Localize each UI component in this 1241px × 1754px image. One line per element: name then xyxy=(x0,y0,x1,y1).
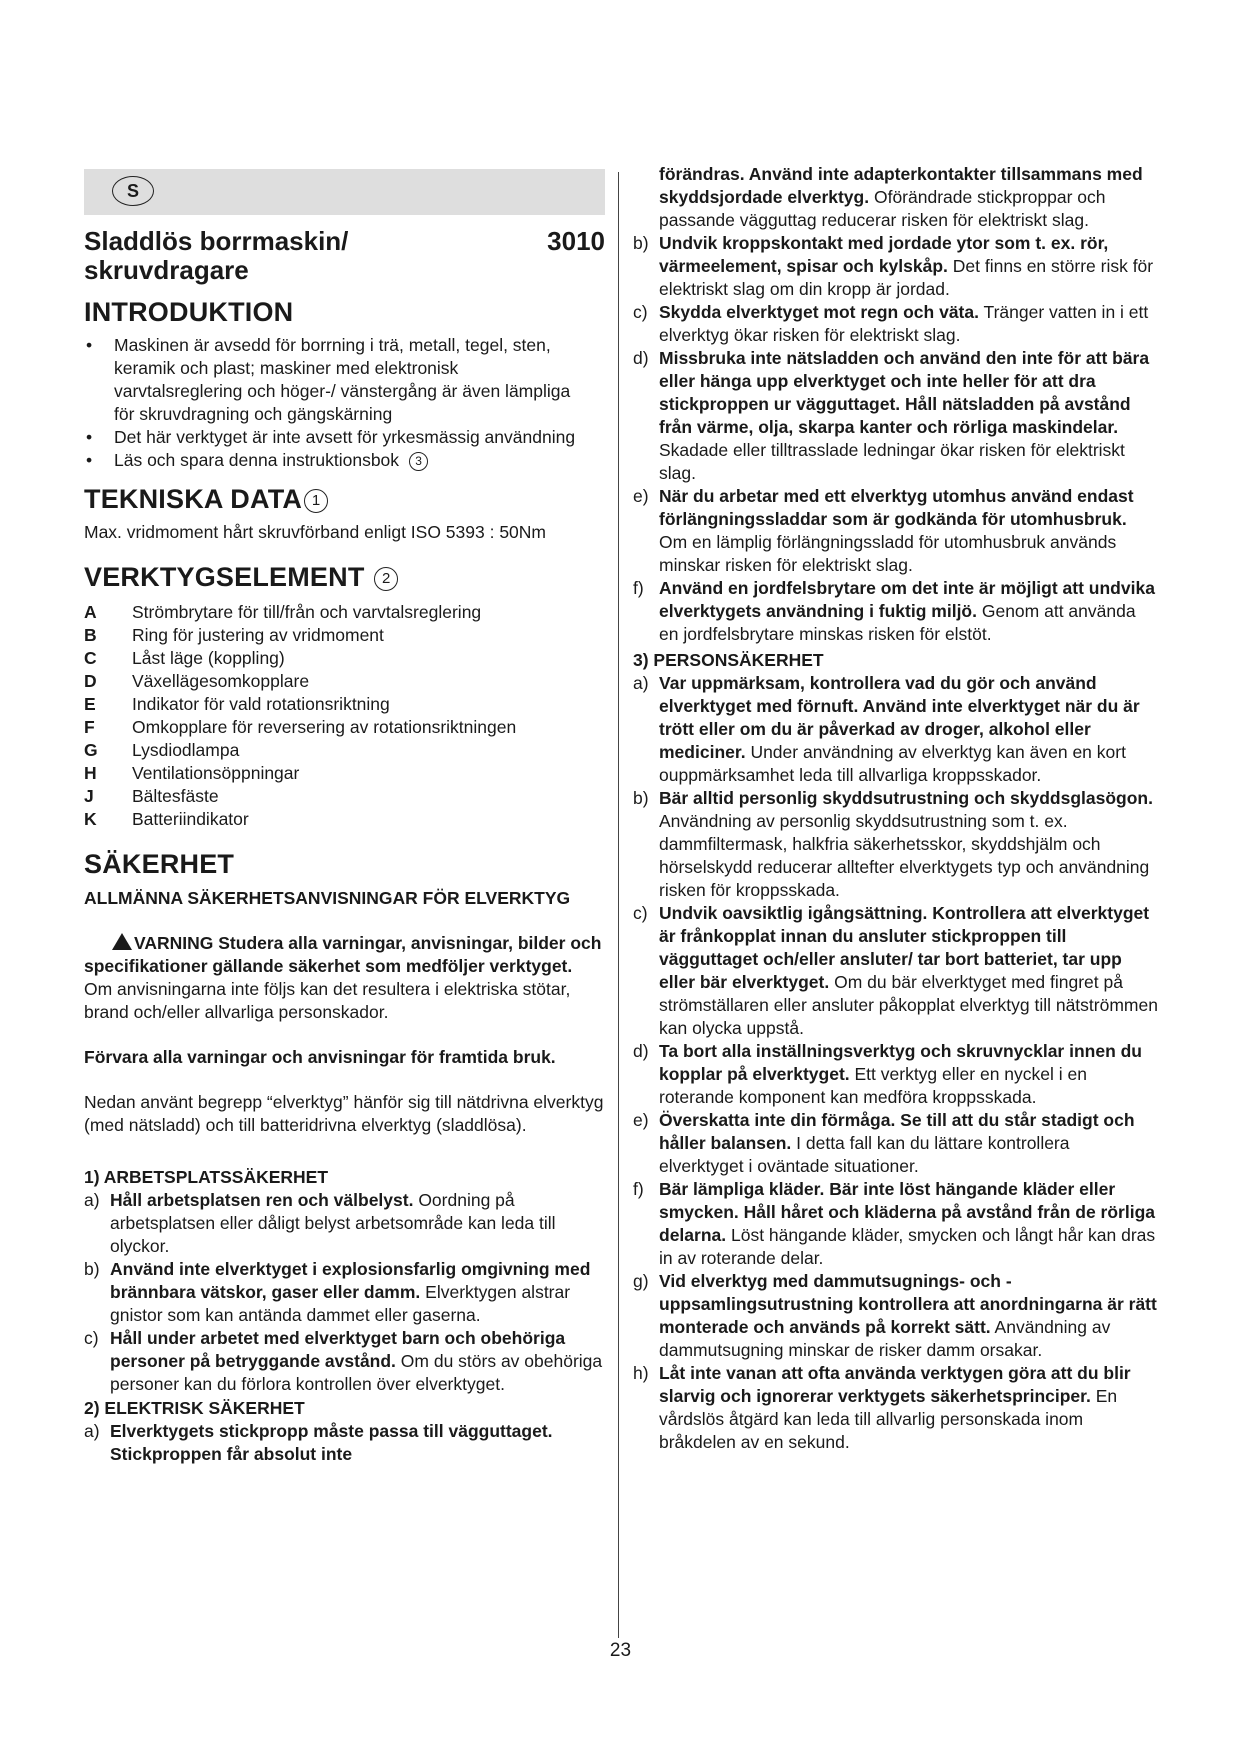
list-item xyxy=(84,1327,605,1396)
item-bold: Håll arbetsplatsen ren och välbelyst. xyxy=(110,1190,414,1210)
item-bold: Skydda elverktyget mot regn och väta. xyxy=(659,302,979,322)
item-text: Användning av personlig skyddsutrustning som t. ex. dammfiltermask, halkfria säkerhetsskor, skyddshjälm och hörselskydd reducerar alltefter elverktygets typ och användning risken för kroppsskada. xyxy=(659,811,1150,900)
figure-ref: 3 xyxy=(409,452,428,471)
element-key: H xyxy=(84,763,97,783)
list-item xyxy=(84,1258,605,1327)
item-label: a) xyxy=(633,673,649,693)
list-item xyxy=(84,1189,605,1258)
item-bold: Vid elverktyg med dammutsugnings- och -uppsamlingsutrustning kontrollera att anordningarna är rätt monterade och används på korrekt sätt. xyxy=(659,1271,1157,1337)
item-text: Det finns en större risk för elektriskt slag om din kropp är jordad. xyxy=(659,256,1154,299)
intro-bullet xyxy=(84,449,605,472)
model-number: 3010 xyxy=(547,226,605,256)
element-text: Strömbrytare för till/från och varvtalsreglering xyxy=(132,602,482,622)
list-item xyxy=(633,1040,1158,1109)
column-divider xyxy=(618,172,619,1638)
item-bold: När du arbetar med ett elverktyg utomhus använd endast förlängningssladdar som är godkända för utomhusbruk. xyxy=(659,486,1134,529)
keep-text: Förvara alla varningar och anvisningar för framtida bruk. xyxy=(84,1047,556,1067)
list-item xyxy=(633,902,1158,1040)
element-text: Indikator för vald rotationsriktning xyxy=(132,694,390,714)
item-text: Om en lämplig förlängningssladd för utomhusbruk används minskar risken för elektriskt slag. xyxy=(659,532,1117,575)
item-label: e) xyxy=(633,1110,649,1130)
element-key: C xyxy=(84,648,97,668)
element-text: Bältesfäste xyxy=(132,786,219,806)
list-item xyxy=(633,787,1158,902)
item-text: Löst hängande kläder, smycken och långt hår kan dras in av roterande delar. xyxy=(659,1225,1156,1268)
list-item xyxy=(633,1109,1158,1178)
page-number: 23 xyxy=(609,1640,632,1661)
item-label: c) xyxy=(84,1328,99,1348)
elements-heading xyxy=(84,562,605,593)
tech-spec: Max. vridmoment hårt skruvförband enligt ISO 5393 : 50Nm xyxy=(84,522,547,542)
item-text: Elverktygen alstrar gnistor som kan antända dammet eller gaserna. xyxy=(110,1282,571,1325)
element-key: D xyxy=(84,671,97,691)
figure-ref: 2 xyxy=(374,567,398,591)
element-text: Omkopplare för reversering av rotationsriktningen xyxy=(132,717,517,737)
element-key: G xyxy=(84,740,98,760)
left-column xyxy=(84,163,605,1466)
element-text: Ring för justering av vridmoment xyxy=(132,625,384,645)
list-item xyxy=(633,485,1158,577)
list-item xyxy=(633,347,1158,485)
item-label: b) xyxy=(84,1259,100,1279)
item-bold: Ta bort alla inställningsverktyg och skruvnycklar innen du kopplar på elverktyget. xyxy=(659,1041,1143,1084)
list-item xyxy=(633,1270,1158,1362)
element-text: Ventilationsöppningar xyxy=(132,763,300,783)
item-bold: Undvik oavsiktlig igångsättning. Kontrollera att elverktyget är frånkopplat innan du ansluter stickproppen till vägguttaget och/eller ansluter/ tar bort batteriet, tar upp eller bär elverktyget. xyxy=(659,903,1150,992)
intro-bullet: • Det här verktyget är inte avsett för yrkesmässig användning xyxy=(84,426,605,449)
list-item xyxy=(84,762,605,785)
intro-heading: INTRODUKTION xyxy=(84,297,294,327)
tech-heading xyxy=(84,484,605,515)
warning-icon xyxy=(112,933,132,950)
item-label: c) xyxy=(633,903,648,923)
element-text: Lysdiodlampa xyxy=(132,740,240,760)
list-item xyxy=(84,739,605,762)
safety-subheading: ALLMÄNNA SÄKERHETSANVISNINGAR FÖR ELVERKTYG xyxy=(84,888,571,908)
list-item xyxy=(633,1178,1158,1270)
intro-bullet: • Maskinen är avsedd för borrning i trä, metall, tegel, sten, keramik och plast; maskiner med elektronisk varvtalsreglering och höger-/ vänstergång är även lämpliga för skruvdragning och gängskärning xyxy=(84,334,605,426)
list-item xyxy=(633,1362,1158,1454)
element-key: A xyxy=(84,602,97,622)
item-text: Genom att använda en jordfelsbrytare minskas risken för elstöt. xyxy=(659,601,1136,644)
item-bold: Låt inte vanan att ofta använda verktygen göra att du blir slarvig och ignorerar verktygets säkerhetsprinciper. xyxy=(659,1363,1131,1406)
right-column xyxy=(633,163,1158,1454)
list-item-continued: förändras. Använd inte adapterkontakter tillsammans med skyddsjordade elverktyg. Oförändrade stickproppar och passande vägguttag reducerar risken för elektriskt slag. xyxy=(659,164,1143,230)
list-item xyxy=(84,624,605,647)
elements-list xyxy=(84,601,605,831)
item-label: a) xyxy=(84,1421,100,1441)
product-title xyxy=(84,227,605,256)
section-3-heading: 3) PERSONSÄKERHET xyxy=(633,650,824,670)
elements-heading-text: VERKTYGSELEMENT xyxy=(84,562,365,592)
item-text: Tränger vatten in i ett elverktyg ökar risken för elektriskt slag. xyxy=(659,302,1149,345)
item-text: Under användning av elverktyg kan även en kort ouppmärksamhet leda till allvarliga kroppsskador. xyxy=(659,742,1126,785)
section-2-heading: 2) ELEKTRISK SÄKERHET xyxy=(84,1398,305,1418)
item-text: Ett verktyg eller en nyckel i en roterande komponent kan medföra kroppsskada. xyxy=(659,1064,1087,1107)
item-text: Oförändrade stickproppar och passande vägguttag reducerar risken för elektriskt slag. xyxy=(659,187,1106,230)
item-label: a) xyxy=(84,1190,100,1210)
tech-heading-text: TEKNISKA DATA xyxy=(84,484,303,514)
item-label: f) xyxy=(633,1179,644,1199)
term-definition: Nedan använt begrepp “elverktyg” hänför sig till nätdrivna elverktyg (med nätsladd) och till batteridrivna elverktyg (sladdlösa). xyxy=(84,1092,604,1135)
element-key: E xyxy=(84,694,96,714)
element-text: Växellägesomkopplare xyxy=(132,671,310,691)
item-text: Användning av dammutsugning minskar de risker damm orsakar. xyxy=(659,1317,1111,1360)
item-bold: Missbruka inte nätsladden och använd den inte för att bära eller hänga upp elverktyget och inte heller för att dra stickproppen ur vägguttaget. Håll nätsladden på avstånd från värme, olja, skarpa kanter och rörliga maskindelar. xyxy=(659,348,1150,437)
item-bold: Överskatta inte din förmåga. Se till att du står stadigt och håller balansen. xyxy=(659,1110,1135,1153)
item-text: I detta fall kan du lättare kontrollera elverktyget i oväntade situationer. xyxy=(659,1133,1070,1176)
item-label: d) xyxy=(633,1041,649,1061)
title-line-1: Sladdlös borrmaskin/ xyxy=(84,226,349,256)
item-text: Om du bär elverktyget med fingret på strömställaren eller ansluter påkopplat elverktyg till nätströmmen kan olycka uppstå. xyxy=(659,972,1158,1038)
list-item xyxy=(84,601,605,624)
item-label: h) xyxy=(633,1363,649,1383)
item-text: En vårdslös åtgärd kan leda till allvarlig personskada inom bråkdelen av en sekund. xyxy=(659,1386,1118,1452)
item-bold: Var uppmärksam, kontrollera vad du gör och använd elverktyget med förnuft. Använd inte elverktyget när du är trött eller om du är påverkad av droger, alkohol eller mediciner. xyxy=(659,673,1140,762)
item-bold: Bär lämpliga kläder. Bär inte löst hängande kläder eller smycken. Håll håret och kläderna på avstånd från de rörliga delarna. xyxy=(659,1179,1156,1245)
section-1-heading: 1) ARBETSPLATSSÄKERHET xyxy=(84,1167,329,1187)
safety-heading: SÄKERHET xyxy=(84,849,235,879)
item-label: g) xyxy=(633,1271,649,1291)
list-item xyxy=(84,716,605,739)
element-key: J xyxy=(84,786,94,806)
title-line-2: skruvdragare xyxy=(84,255,249,285)
list-item xyxy=(84,785,605,808)
list-item xyxy=(84,647,605,670)
list-item xyxy=(633,672,1158,787)
item-text: Om du störs av obehöriga personer kan du förlora kontrollen över elverktyget. xyxy=(110,1351,603,1394)
item-label: c) xyxy=(633,302,648,322)
warning-paragraph xyxy=(84,932,605,1024)
list-item xyxy=(633,577,1158,646)
item-label: d) xyxy=(633,348,649,368)
element-key: K xyxy=(84,809,97,829)
item-label: e) xyxy=(633,486,649,506)
item-bold: Håll under arbetet med elverktyget barn och obehöriga personer på betryggande avstånd. xyxy=(110,1328,566,1371)
element-key: F xyxy=(84,717,95,737)
item-bold: Använd inte elverktyget i explosionsfarlig omgivning med brännbara vätskor, gaser eller damm. xyxy=(110,1259,591,1302)
intro-bullet-text: Läs och spara denna instruktionsbok xyxy=(114,450,400,470)
list-item xyxy=(633,301,1158,347)
item-label: b) xyxy=(633,788,649,808)
warning-text: Om anvisningarna inte följs kan det resultera i elektriska stötar, brand och/eller allvarliga personskador. xyxy=(84,979,571,1022)
item-label: f) xyxy=(633,578,644,598)
intro-list xyxy=(84,334,605,472)
list-item xyxy=(84,693,605,716)
element-text: Låst läge (koppling) xyxy=(132,648,285,668)
list-item xyxy=(633,232,1158,301)
item-text: Skadade eller tilltrasslade ledningar ökar risken för elektriskt slag. xyxy=(659,440,1125,483)
language-bar xyxy=(84,169,605,215)
figure-ref: 1 xyxy=(304,489,328,513)
item-bold: Bär alltid personlig skyddsutrustning och skyddsglasögon. xyxy=(659,788,1153,808)
warning-bold: VARNING Studera alla varningar, anvisningar, bilder och specifikationer gällande säkerhet som medföljer verktyget. xyxy=(84,933,602,976)
list-item xyxy=(84,670,605,693)
keep-instructions xyxy=(84,1046,605,1069)
item-label: b) xyxy=(633,233,649,253)
element-key: B xyxy=(84,625,97,645)
list-item: a) Elverktygets stickpropp måste passa till vägguttaget. Stickproppen får absolut inte xyxy=(84,1421,553,1464)
item-bold: Använd en jordfelsbrytare om det inte är möjligt att undvika elverktygets användning i fuktig miljö. xyxy=(659,578,1155,621)
list-item xyxy=(84,808,605,831)
language-badge: S xyxy=(112,176,154,206)
item-text: Oordning på arbetsplatsen eller dåligt belyst arbetsområde kan leda till olyckor. xyxy=(110,1190,556,1256)
element-text: Batteriindikator xyxy=(132,809,249,829)
item-bold: Undvik kroppskontakt med jordade ytor som t. ex. rör, värmeelement, spisar och kylskåp. xyxy=(659,233,1109,276)
